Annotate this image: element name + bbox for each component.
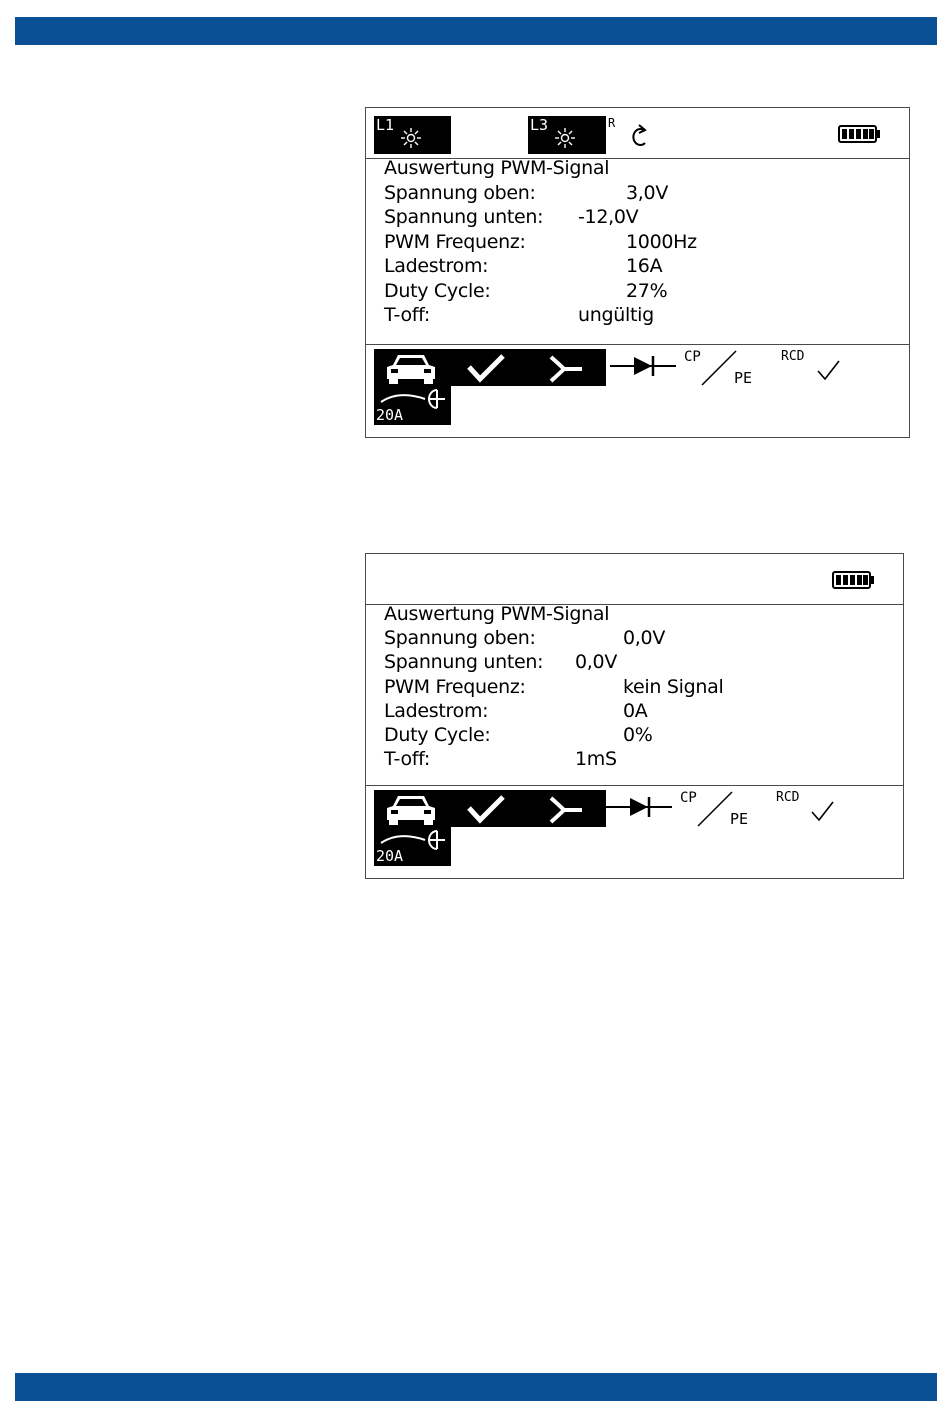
check-strip	[374, 790, 606, 827]
reading-row	[384, 626, 893, 650]
phase-l1-indicator	[374, 116, 451, 154]
reading-value: 16A	[626, 255, 663, 277]
reading-row	[384, 303, 899, 328]
reading-row	[384, 230, 899, 255]
pwm-readings	[384, 602, 893, 771]
readings-title: Auswertung PWM-Signal	[384, 603, 610, 625]
reading-label: T-off:	[384, 304, 430, 326]
car-icon	[383, 792, 439, 826]
connector-fork-icon	[548, 355, 584, 383]
phase-l3-indicator	[528, 116, 606, 154]
reading-value: -12,0V	[578, 206, 639, 228]
reading-value: 0,0V	[623, 627, 666, 650]
reading-row	[384, 723, 893, 747]
rotation-icon	[630, 122, 652, 148]
rcd-check-icon	[810, 798, 836, 824]
reading-value: 3,0V	[626, 181, 669, 204]
phase-l3-label: L3	[530, 116, 549, 134]
reading-label: Spannung unten:	[384, 651, 544, 674]
device-screen-pwm-valid	[365, 107, 910, 438]
reading-label: Duty Cycle:	[384, 723, 491, 746]
reading-label: T-off:	[384, 748, 430, 771]
reading-label: Ladestrom:	[384, 699, 489, 722]
reading-row	[384, 205, 899, 230]
reading-label: Ladestrom:	[384, 255, 489, 277]
amperage-label: 20A	[376, 406, 404, 424]
reading-row	[384, 675, 893, 699]
diode-icon	[610, 353, 676, 379]
reading-label: Duty Cycle:	[384, 279, 491, 302]
reading-value: kein Signal	[623, 675, 724, 698]
charging-cable-indicator	[374, 386, 451, 425]
reading-label: Spannung oben:	[384, 627, 536, 650]
reading-row	[384, 279, 899, 304]
status-bar	[366, 108, 909, 159]
reading-row	[384, 650, 893, 674]
footer-band	[15, 1373, 937, 1401]
reading-value: 0%	[623, 723, 653, 746]
pwm-readings	[384, 156, 899, 328]
status-icons-bar	[366, 344, 909, 437]
phase-l1-label: L1	[376, 116, 395, 134]
battery-icon	[832, 571, 876, 589]
status-bar	[366, 554, 903, 605]
reading-label: Spannung oben:	[384, 181, 536, 204]
reading-value: ungültig	[578, 304, 654, 326]
reading-label: Spannung unten:	[384, 206, 544, 228]
checkmark-icon	[466, 353, 506, 383]
status-icons-bar	[366, 785, 903, 878]
cp-label: CP	[680, 790, 697, 806]
amperage-label: 20A	[376, 847, 404, 865]
rcd-label: RCD	[776, 790, 800, 805]
lamp-icon	[400, 127, 422, 149]
reading-row	[384, 699, 893, 723]
reading-label: PWM Frequenz:	[384, 675, 526, 698]
checkmark-icon	[466, 794, 506, 824]
battery-icon	[838, 125, 882, 143]
reading-value: 0A	[623, 699, 648, 722]
rcd-label: RCD	[781, 349, 805, 364]
reading-value: 1000Hz	[626, 230, 697, 253]
diode-icon	[606, 794, 672, 820]
reading-row	[384, 254, 899, 279]
car-icon	[383, 351, 439, 385]
reading-value: 1mS	[575, 748, 617, 771]
cp-label: CP	[684, 349, 701, 365]
readings-title: Auswertung PWM-Signal	[384, 157, 610, 179]
pe-label: PE	[730, 810, 749, 828]
pe-label: PE	[734, 369, 753, 387]
reading-value: 27%	[626, 279, 668, 302]
charging-cable-indicator	[374, 827, 451, 866]
reading-row	[384, 747, 893, 771]
check-strip	[374, 349, 606, 386]
device-screen-no-signal	[365, 553, 904, 879]
reading-label: PWM Frequenz:	[384, 230, 526, 253]
reading-row	[384, 181, 899, 206]
rcd-check-icon	[816, 357, 842, 383]
header-band	[15, 17, 937, 45]
connector-fork-icon	[548, 796, 584, 824]
lamp-icon	[554, 127, 576, 149]
reading-value: 0,0V	[575, 651, 618, 674]
rotation-marker: R	[608, 116, 616, 130]
